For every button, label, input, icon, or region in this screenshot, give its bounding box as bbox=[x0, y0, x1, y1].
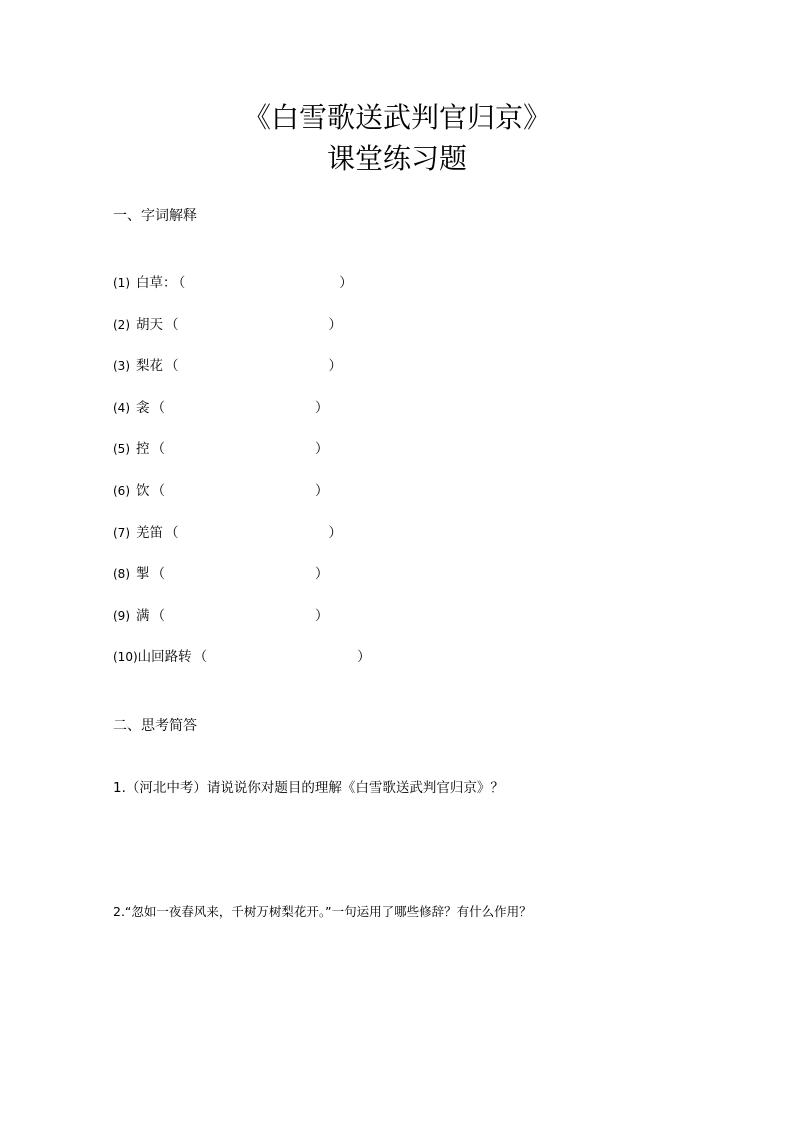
vocab-term: 控 bbox=[136, 441, 150, 458]
close-paren: ） bbox=[315, 566, 329, 583]
question-1: 1.（河北中考）请说说你对题目的理解《白雪歌送武判官归京》？ bbox=[113, 780, 504, 796]
vocab-number: (2) bbox=[113, 317, 130, 332]
close-paren: ） bbox=[315, 441, 329, 458]
worksheet-subtitle: 课堂练习题 bbox=[326, 142, 467, 175]
vocab-term: 山回路转 bbox=[137, 649, 192, 666]
question-2: 2.“忽如一夜春风来，千树万树梨花开。”一句运用了哪些修辞？有什么作用？ bbox=[113, 904, 532, 919]
close-paren: ） bbox=[328, 358, 342, 375]
open-paren: （ bbox=[151, 399, 165, 416]
vocab-item bbox=[113, 523, 371, 565]
close-paren: ） bbox=[315, 607, 329, 624]
open-paren: （ bbox=[178, 275, 186, 291]
close-paren: ） bbox=[357, 649, 371, 666]
vocab-term: 羌笛 bbox=[136, 524, 163, 541]
vocab-number: (3) bbox=[113, 359, 130, 374]
vocab-term: 衾 bbox=[136, 399, 150, 416]
vocab-term: 梨花 bbox=[136, 358, 163, 375]
vocab-number: (8) bbox=[113, 567, 130, 582]
close-paren: ） bbox=[315, 399, 329, 416]
vocab-item bbox=[113, 606, 371, 648]
section-heading-short-answer: 二、思考简答 bbox=[113, 718, 197, 734]
vocab-item bbox=[113, 273, 371, 315]
vocab-number: (5) bbox=[113, 442, 130, 457]
open-paren: （ bbox=[165, 316, 179, 333]
vocab-item bbox=[113, 398, 371, 440]
vocab-item bbox=[113, 315, 371, 357]
vocab-term: 饮 bbox=[136, 482, 150, 499]
vocab-number: (4) bbox=[113, 400, 130, 415]
vocab-number: (1) bbox=[113, 276, 130, 290]
close-paren: ） bbox=[339, 275, 353, 291]
vocab-item bbox=[113, 647, 371, 689]
worksheet-title: 《白雪歌送武判官归京》 bbox=[242, 101, 551, 134]
close-paren: ） bbox=[328, 524, 342, 541]
open-paren: （ bbox=[165, 358, 179, 375]
vocab-term: 胡天 bbox=[136, 316, 163, 333]
vocab-term: 掣 bbox=[136, 566, 150, 583]
vocabulary-list bbox=[113, 273, 371, 689]
open-paren: （ bbox=[165, 524, 179, 541]
vocab-number: (9) bbox=[113, 608, 130, 623]
vocab-item bbox=[113, 564, 371, 606]
vocab-item bbox=[113, 356, 371, 398]
vocab-number: (6) bbox=[113, 483, 130, 498]
close-paren: ） bbox=[328, 316, 342, 333]
vocab-item bbox=[113, 439, 371, 481]
close-paren: ） bbox=[315, 482, 329, 499]
open-paren: （ bbox=[151, 566, 165, 583]
vocab-item bbox=[113, 481, 371, 523]
vocab-term: 满 bbox=[136, 607, 150, 624]
open-paren: （ bbox=[151, 607, 165, 624]
vocab-term: 白草： bbox=[136, 275, 177, 291]
vocab-number: (7) bbox=[113, 525, 130, 540]
open-paren: （ bbox=[193, 649, 208, 666]
vocab-number: (10) bbox=[113, 650, 138, 665]
section-heading-vocabulary: 一、字词解释 bbox=[113, 208, 197, 224]
open-paren: （ bbox=[151, 482, 165, 499]
open-paren: （ bbox=[151, 441, 165, 458]
